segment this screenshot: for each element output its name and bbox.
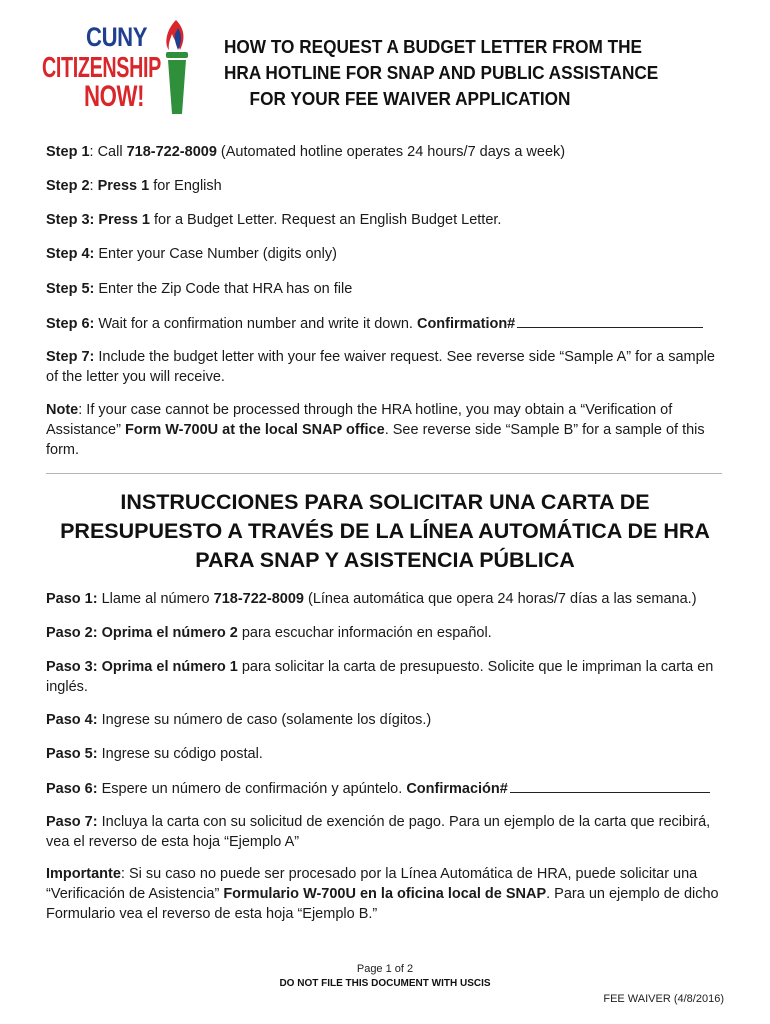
step-text: Espere un número de confirmación y apúntelo. [97,781,407,797]
note-bold-text: Formulario W-700U en la oficina local de SNAP [223,886,547,902]
step-text: (Automated hotline operates 24 hours/7 days a week) [216,144,566,160]
step-text: Call [97,144,127,160]
do-not-file-notice: DO NOT FILE THIS DOCUMENT WITH USCIS [279,978,491,989]
step-label: Step 3: Press 1 [46,212,150,228]
step-separator: : [89,178,98,194]
step-text: Incluya la carta con su solicitud de exención de pago. Para un ejemplo de la carta que recibirá, vea el reverso de esta hoja “Ejemplo A” [46,814,711,850]
step-text: Enter your Case Number (digits only) [94,246,337,262]
spanish-step-7 [46,812,726,852]
note-text: : Si su caso no puede ser procesado por la Línea Automática de HRA, puede solicitar una “Verificación de Asistencia” [46,866,698,902]
english-step-5 [46,279,726,299]
confirmation-label: Confirmación# [406,781,508,797]
english-step-2 [46,176,726,196]
logo-text-cuny: CUNY [86,22,148,52]
step-label: Step 7: [46,349,95,365]
step-text: Enter the Zip Code that HRA has on file [94,281,353,297]
step-text: para solicitar la carta de presupuesto. Solicite que le impriman la carta en inglés. [46,659,714,695]
form-version: FEE WAIVER (4/8/2016) [603,993,724,1005]
step-label: Paso 1: [46,591,98,607]
step-label: Step 6: [46,316,95,332]
spanish-title-line-2: PRESUPUESTO A TRAVÉS DE LA LÍNEA AUTOMÁTICA DE HRA [60,519,710,543]
note-text: . Para un ejemplo de dicho Formulario vea el reverso de esta hoja “Ejemplo B.” [46,886,719,922]
note-text: : If your case cannot be processed through the HRA hotline, you may obtain a “Verification of Assistance” [46,402,673,438]
english-step-7 [46,347,726,387]
step-text: para escuchar información en español. [237,625,492,641]
step-text: (Línea automática que opera 24 horas/7 días a las semana.) [303,591,697,607]
step-text: Llame al número [97,591,214,607]
step-separator: : [89,144,98,160]
title-line-3: FOR YOUR FEE WAIVER APPLICATION [249,88,571,109]
spanish-note [46,864,726,924]
spanish-step-4 [46,710,726,730]
spanish-step-5 [46,744,726,764]
spanish-title [40,488,730,575]
logo-text-citizenship: CITIZENSHIP [42,52,161,84]
title-line-2: HRA HOTLINE FOR SNAP AND PUBLIC ASSISTANCE [224,62,659,83]
logo-text-now: NOW! [84,80,145,113]
step-label: Step 4: [46,246,95,262]
section-divider [46,473,722,474]
step-text: Wait for a confirmation number and write it down. [94,316,417,332]
spanish-step-2 [46,623,726,643]
step-label: Paso 5: [46,746,98,762]
english-step-3 [46,210,726,230]
spanish-title-line-1: INSTRUCCIONES PARA SOLICITAR UNA CARTA DE [120,490,650,514]
title-line-1: HOW TO REQUEST A BUDGET LETTER FROM THE [224,36,643,57]
step-label: Paso 2: Oprima el número 2 [46,625,238,641]
spanish-step-3 [46,657,726,697]
note-text: . See reverse side “Sample B” for a sample of this form. [46,422,705,458]
confirmation-label: Confirmation# [416,316,516,332]
step-text: for a Budget Letter. Request an English Budget Letter. [149,212,502,228]
step-text: Ingrese su código postal. [97,746,263,762]
step-label: Step 5: [46,281,95,297]
step-text: Include the budget letter with your fee waiver request. See reverse side “Sample A” for a sample of the letter you will receive. [46,349,715,385]
english-step-4 [46,244,726,264]
step-text: for English [149,178,222,194]
step-text: Ingrese su número de caso (solamente los dígitos.) [97,712,432,728]
note-label: Importante [46,866,121,882]
step-label: Paso 4: [46,712,98,728]
step-bold-text: Press 1 [97,178,150,194]
hotline-number: 718-722-8009 [213,591,304,607]
confirmation-blank-line [517,313,703,328]
step-label: Paso 6: [46,781,98,797]
confirmation-blank-line [510,778,710,793]
step-label: Step 2 [46,178,90,194]
note-label: Note [46,402,79,418]
note-bold-text: Form W-700U at the local SNAP office [124,422,385,438]
spanish-step-6 [46,778,726,799]
spanish-step-1 [46,589,726,609]
english-step-1 [46,142,726,162]
step-label: Paso 7: [46,814,98,830]
step-label: Step 1 [46,144,90,160]
page-number: Page 1 of 2 [356,963,414,975]
english-step-6 [46,313,726,334]
document-title [224,34,659,112]
cuny-citizenship-now-logo [40,18,190,118]
step-label: Paso 3: Oprima el número 1 [46,659,238,675]
spanish-title-line-3: PARA SNAP Y ASISTENCIA PÚBLICA [195,548,575,572]
english-note [46,400,726,460]
hotline-number: 718-722-8009 [126,144,217,160]
torch-icon [160,18,194,118]
